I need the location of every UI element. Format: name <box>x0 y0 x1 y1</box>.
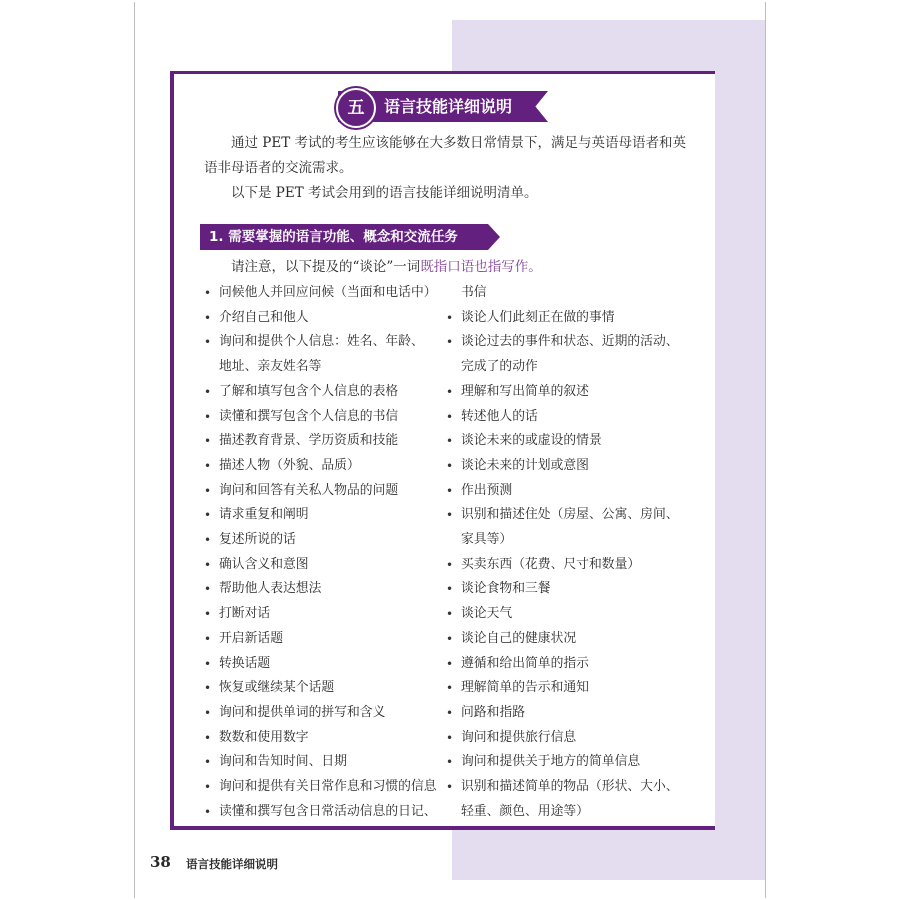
list-item: • 打断对话 <box>204 602 449 627</box>
list-item-continuation: 书信 <box>461 285 487 300</box>
list-item: • 数数和使用数字 <box>204 726 449 751</box>
list-item: • 识别和描述住处（房屋、公寓、房间、 <box>446 503 702 528</box>
list-item: • 谈论人们此刻正在做的事情 <box>446 306 702 331</box>
list-item: • 询问和提供旅行信息 <box>446 726 702 751</box>
skills-list-right <box>446 281 702 824</box>
list-item: • 问路和指路 <box>446 701 702 726</box>
list-item: • 介绍自己和他人 <box>204 306 449 331</box>
list-item-continuation: 轻重、颜色、用途等） <box>461 803 589 819</box>
list-item-continuation: 地址、亲友姓名等 <box>219 359 322 375</box>
list-item: • 遵循和给出简单的指示 <box>446 652 702 677</box>
page-number: 38 <box>150 853 171 871</box>
list-item: • 作出预测 <box>446 479 702 504</box>
list-item: • 谈论天气 <box>446 602 702 627</box>
list-item: • 谈论食物和三餐 <box>446 577 702 602</box>
list-item: • 确认含义和意图 <box>204 553 449 578</box>
list-item: • 谈论自己的健康状况 <box>446 627 702 652</box>
subsection-note <box>231 256 542 278</box>
list-item: • 描述人物（外貌、品质） <box>204 454 449 479</box>
list-item: • 问候他人并回应问候（当面和电话中） <box>204 281 449 306</box>
list-item: • 理解简单的告示和通知 <box>446 676 702 701</box>
list-item: • 转换话题 <box>204 652 449 677</box>
list-item: • 复述所说的话 <box>204 528 449 553</box>
list-item-continuation: 完成了的动作 <box>461 359 538 375</box>
intro-paragraph-2: 以下是 PET 考试会用到的语言技能详细说明清单。 <box>231 185 538 201</box>
list-item: • 询问和回答有关私人物品的问题 <box>204 479 449 504</box>
list-item: • 询问和提供有关日常作息和习惯的信息 <box>204 775 449 800</box>
list-item: • 请求重复和阐明 <box>204 503 449 528</box>
subsection-title: 1. 需要掌握的语言功能、概念和交流任务 <box>209 229 458 245</box>
list-item-continuation: 家具等） <box>461 532 513 548</box>
list-item: • 描述教育背景、学历资质和技能 <box>204 429 449 454</box>
list-item: • 识别和描述简单的物品（形状、大小、 <box>446 775 702 800</box>
list-item: • 谈论未来的计划或意图 <box>446 454 702 479</box>
list-item: • 读懂和撰写包含日常活动信息的日记、 <box>204 800 449 825</box>
note-text: 请注意，以下提及的“谈论”一词 <box>231 259 421 275</box>
list-item: • 买卖东西（花费、尺寸和数量） <box>446 553 702 578</box>
intro-paragraph-1: 通过 PET 考试的考生应该能够在大多数日常情景下，满足与英语母语者和英语非母语者的交流需求。 <box>204 135 687 176</box>
list-item: • 读懂和撰写包含个人信息的书信 <box>204 405 449 430</box>
list-item: • 谈论未来的或虚设的情景 <box>446 429 702 454</box>
list-item: • 询问和告知时间、日期 <box>204 750 449 775</box>
list-item: • 询问和提供关于地方的简单信息 <box>446 750 702 775</box>
list-item: • 了解和填写包含个人信息的表格 <box>204 380 449 405</box>
list-item: • 转述他人的话 <box>446 405 702 430</box>
list-item: • 询问和提供个人信息：姓名、年龄、 <box>204 330 449 355</box>
note-highlight: 既指口语也指写作。 <box>420 259 542 275</box>
running-title: 语言技能详细说明 <box>186 857 278 871</box>
list-item: • 开启新话题 <box>204 627 449 652</box>
skills-list-left <box>204 281 449 824</box>
list-item: • 谈论过去的事件和状态、近期的活动、 <box>446 330 702 355</box>
list-item: • 理解和写出简单的叙述 <box>446 380 702 405</box>
section-number-badge: 五 <box>336 88 376 128</box>
list-item: • 询问和提供单词的拼写和含义 <box>204 701 449 726</box>
list-item: • 恢复或继续某个话题 <box>204 676 449 701</box>
section-title: 语言技能详细说明 <box>384 97 513 116</box>
list-item: • 帮助他人表达想法 <box>204 577 449 602</box>
